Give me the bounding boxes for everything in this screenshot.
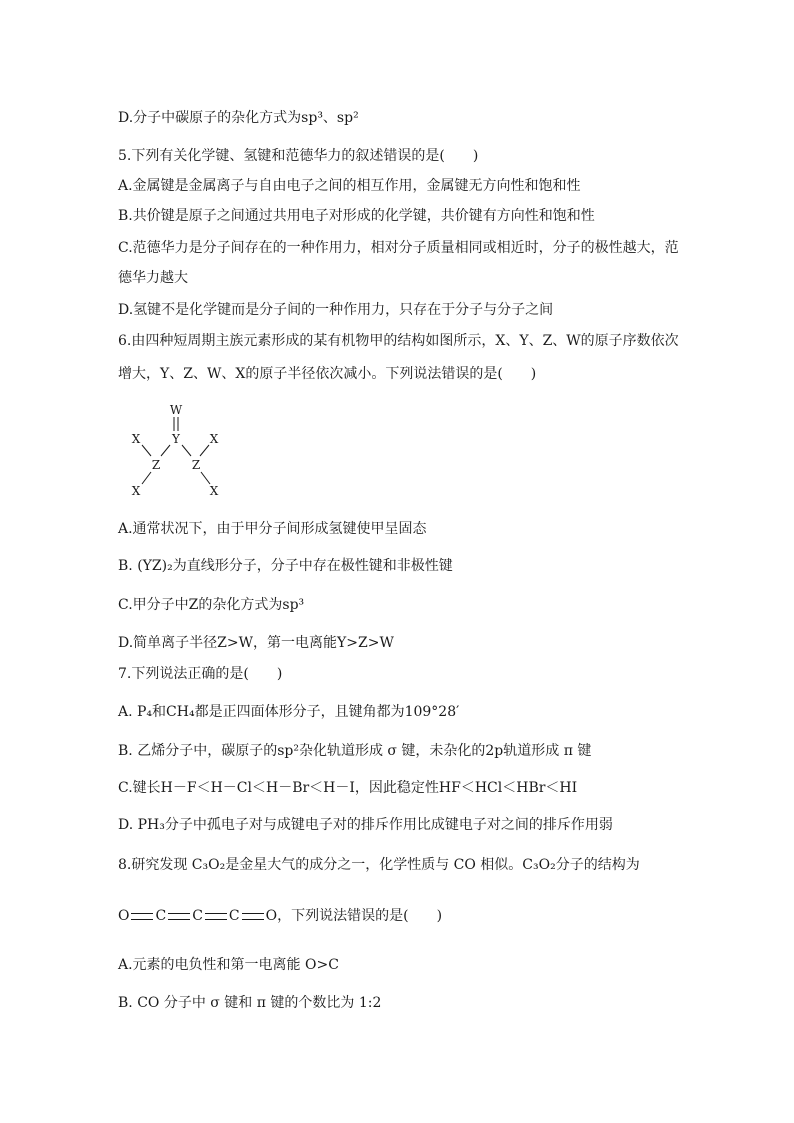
atom-o-right: O <box>265 908 278 924</box>
q4-option-d: D.分子中碳原子的杂化方式为sp³、sp² <box>118 110 359 126</box>
atom-x-top-right: X <box>209 432 219 446</box>
atom-c-2: C <box>192 908 203 924</box>
q6-stem-line1: 6.由四种短周期主族元素形成的某有机物甲的结构如图所示，X、Y、Z、W的原子序数依次 <box>118 333 679 349</box>
q5-option-a: A.金属键是金属离子与自由电子之间的相互作用，金属键无方向性和饱和性 <box>118 178 581 194</box>
q8-stem: 8.研究发现 C₃O₂是金星大气的成分之一，化学性质与 CO 相似。C₃O₂分子的结构为 <box>118 857 640 873</box>
q5-option-b: B.共价键是原子之间通过共用电子对形成的化学键，共价键有方向性和饱和性 <box>118 208 595 224</box>
q7-option-d: D. PH₃分子中孤电子对与成键电子对的排斥作用比成键电子对之间的排斥作用弱 <box>118 817 613 833</box>
atom-c-1: C <box>155 908 167 924</box>
atom-x-bottom-right: X <box>209 484 219 498</box>
q6-option-b: B. (YZ)₂为直线形分子，分子中存在极性键和非极性键 <box>118 558 453 574</box>
bond-z-x-right-bottom <box>201 472 210 484</box>
q7-stem: 7.下列说法正确的是( ) <box>118 666 283 682</box>
atom-o-left: O <box>118 908 130 924</box>
q7-option-b: B. 乙烯分子中，碳原子的sp²杂化轨道形成 σ 键，未杂化的2p轨道形成 π 键 <box>118 743 592 759</box>
c3o2-structure <box>118 905 442 927</box>
q6-stem-line2: 增大，Y、Z、W、X的原子半径依次减小。下列说法错误的是( ) <box>118 366 537 382</box>
molecule-structure-diagram <box>118 398 238 506</box>
q6-option-a: A.通常状况下，由于甲分子间形成氢键使甲呈固态 <box>118 521 427 537</box>
atom-y: Y <box>172 432 180 446</box>
q5-stem: 5.下列有关化学键、氢键和范德华力的叙述错误的是( ) <box>118 148 479 164</box>
bond-y-z-left <box>161 445 170 456</box>
atom-w: W <box>169 403 183 417</box>
atom-c-3: C <box>228 908 240 924</box>
double-bond <box>131 913 153 920</box>
q8-option-a: A.元素的电负性和第一电离能 O>C <box>118 957 339 973</box>
atom-z-right: Z <box>191 458 201 472</box>
atom-x-bottom-left: X <box>131 484 141 498</box>
q8-stem-tail: ，下列说法错误的是( ) <box>277 908 443 924</box>
q5-option-c-line2: 德华力越大 <box>118 270 188 286</box>
double-bond <box>242 913 264 920</box>
q6-option-d: D.简单离子半径Z>W，第一电离能Y>Z>W <box>118 635 394 651</box>
double-bond <box>168 913 190 920</box>
q7-option-a: A. P₄和CH₄都是正四面体形分子，且键角都为109°28′ <box>118 704 460 720</box>
q5-option-c-line1: C.范德华力是分子间存在的一种作用力，相对分子质量相同或相近时，分子的极性越大，范 <box>118 240 679 256</box>
atom-z-left: Z <box>151 458 161 472</box>
q8-option-b: B. CO 分子中 σ 键和 π 键的个数比为 1:2 <box>118 995 382 1011</box>
double-bond <box>205 913 227 920</box>
bond-z-x-left-bottom <box>142 472 151 484</box>
bond-x-z-left-top <box>142 445 151 456</box>
q7-option-c: C.键长H－F＜H－Cl＜H－Br＜H－I，因此稳定性HF＜HCl＜HBr＜HI <box>118 780 578 796</box>
q6-option-c: C.甲分子中Z的杂化方式为sp³ <box>118 597 305 613</box>
bond-x-z-right-top <box>200 445 209 456</box>
q5-option-d: D.氢键不是化学键而是分子间的一种作用力，只存在于分子与分子之间 <box>118 302 554 318</box>
bond-y-z-right <box>182 445 191 456</box>
atom-x-top-left: X <box>131 432 141 446</box>
